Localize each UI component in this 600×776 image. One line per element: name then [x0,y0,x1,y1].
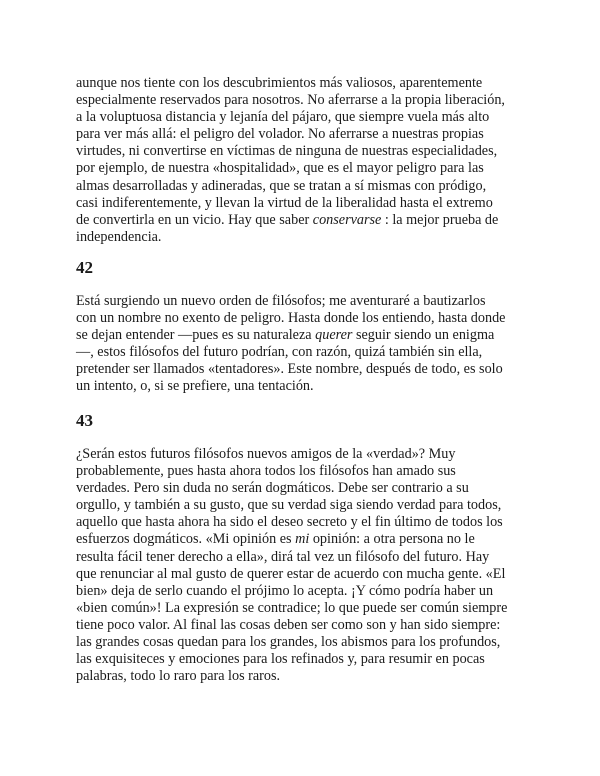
text-line: especialmente reservados para nosotros. No aferrarse a la propia liberación, [76,92,505,109]
text-line: casi indiferentemente, y llevan la virtud de la liberalidad hasta el extremo [76,194,493,211]
text-line: Está surgiendo un nuevo orden de filósofos; me aventuraré a bautizarlos [76,293,486,309]
line-segment: se dejan entender —pues es su naturaleza [76,327,316,344]
text-line: aunque nos tiente con los descubrimientos más valiosos, aparentemente [76,75,483,91]
paragraph-41-continuation [76,75,538,246]
section-number-42: 42 [76,258,93,277]
line-segment: opinión: a otra persona no le [309,531,475,548]
text-line: aquello que hasta ahora ha sido el deseo secreto y el fin último de todos los [76,514,503,531]
text-line: ¿Serán estos futuros filósofos nuevos amigos de la «verdad»? Muy [76,446,456,462]
text-line: por ejemplo, de nuestra «hospitalidad», que es el mayor peligro para las [76,160,484,177]
paragraph-42 [76,293,538,396]
text-line: tiene poco valor. Al final las cosas deben ser como son y han sido siempre: [76,616,501,633]
line-segment: : la mejor prueba de [381,211,499,228]
section-number-43: 43 [76,411,93,430]
text-line: almas desarrolladas y adineradas, que se tratan a sí mismas con pródigo, [76,177,487,194]
text-line: resulta fácil tener derecho a ella», dirá tal vez un filósofo del futuro. Hay [76,548,490,565]
emphasis-querer: querer [315,327,353,344]
text-line: verdades. Pero sin duda no serán dogmáticos. Debe ser contrario a su [76,480,469,497]
text-line [76,212,538,229]
emphasis-mi: mi [295,531,310,548]
text-line: a la voluptuosa distancia y lejanía del pájaro, que siempre vuela más alto [76,109,490,126]
text-line [76,531,538,548]
text-line: las exquisiteces y emociones para los refinados y, para resumir en pocas [76,651,485,668]
text-line: pretender ser llamados «tentadores». Este nombre, después de todo, es solo [76,361,503,378]
text-line: virtudes, ni convertirse en víctimas de ninguna de nuestras especialidades, [76,143,498,160]
text-line: que renunciar al mal gusto de querer estar de acuerdo con mucha gente. «El [76,565,506,582]
line-segment: de convertirla en un vicio. Hay que saber [76,211,313,228]
text-line: palabras, todo lo raro para los raros. [76,668,281,685]
text-line: orgullo, y también a su gusto, que su verdad siga siendo verdad para todos, [76,497,502,514]
text-line: un intento, o, si se prefiere, una tentación. [76,378,314,395]
paragraph-43 [76,446,538,685]
line-segment: esfuerzos dogmáticos. «Mi opinión es [76,531,296,548]
text-line: «bien común»! La expresión se contradice; lo que puede ser común siempre [76,599,508,616]
text-line: independencia. [76,228,162,245]
text-line [76,327,538,344]
text-line: —, estos filósofos del futuro podrían, con razón, quizá también sin ella, [76,344,483,361]
text-line: las grandes cosas quedan para los grandes, los abismos para los profundos, [76,634,501,651]
text-line: probablemente, pues hasta ahora todos los filósofos han amado sus [76,463,456,480]
text-line: con un nombre no exento de peligro. Hasta donde los entiendo, hasta donde [76,310,506,327]
text-line: para ver más allá: el peligro del volador. No aferrarse a nuestras propias [76,126,484,143]
emphasis-conservarse: conservarse [312,211,382,228]
text-line: bien» deja de serlo cuando el prójimo lo acepta. ¡Y cómo podría haber un [76,582,494,599]
line-segment: seguir siendo un enigma [352,327,495,344]
